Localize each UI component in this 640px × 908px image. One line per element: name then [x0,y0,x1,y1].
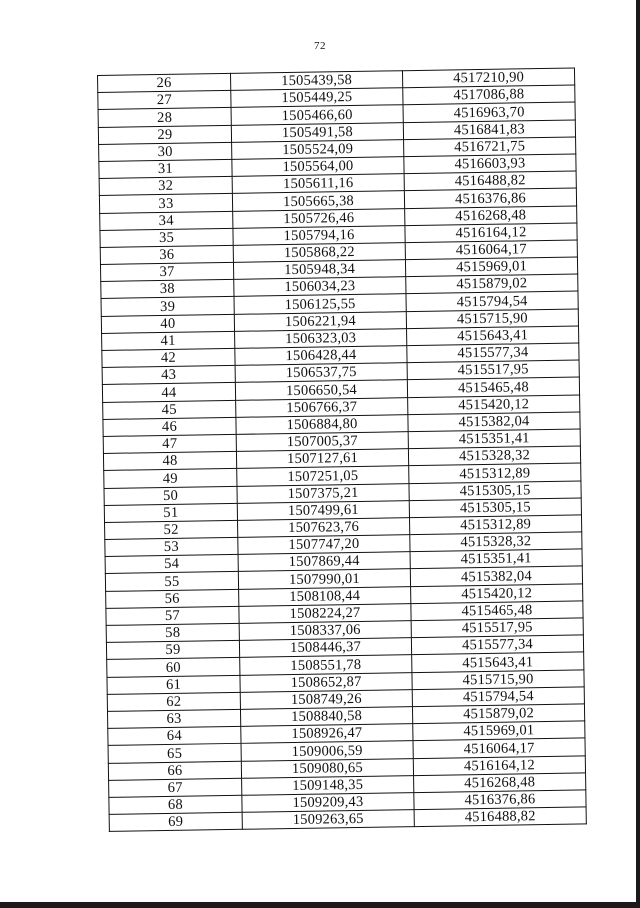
x-coordinate-cell: 1506034,23 [234,277,406,297]
scan-edge-right [636,0,640,908]
x-coordinate-cell: 1505794,16 [233,225,405,245]
y-coordinate-cell: 4515715,90 [412,669,584,689]
x-coordinate-cell: 1505868,22 [233,243,405,263]
x-coordinate-cell: 1505466,60 [231,105,403,125]
point-number-cell: 46 [103,417,236,436]
point-number-cell: 44 [102,383,235,402]
point-number-cell: 31 [99,159,232,178]
x-coordinate-cell: 1509209,43 [242,792,414,812]
y-coordinate-cell: 4516376,86 [414,790,586,810]
y-coordinate-cell: 4517210,90 [402,68,574,88]
y-coordinate-cell: 4515420,12 [408,395,580,415]
x-coordinate-cell: 1506650,54 [235,380,407,400]
x-coordinate-cell: 1506221,94 [234,311,406,331]
page-number: 72 [314,40,326,52]
point-number-cell: 58 [106,623,239,642]
point-number-cell: 33 [99,194,232,213]
y-coordinate-cell: 4515794,54 [412,687,584,707]
point-number-cell: 47 [103,434,236,453]
y-coordinate-cell: 4515577,34 [411,635,583,655]
y-coordinate-cell: 4515312,89 [409,515,581,535]
point-number-cell: 69 [109,812,242,831]
x-coordinate-cell: 1507623,76 [238,518,410,538]
point-number-cell: 64 [108,726,241,745]
point-number-cell: 54 [105,555,238,574]
point-number-cell: 65 [108,744,241,763]
x-coordinate-cell: 1509006,59 [241,741,413,761]
y-coordinate-cell: 4516488,82 [414,807,586,827]
x-coordinate-cell: 1508108,44 [239,586,411,606]
y-coordinate-cell: 4516268,48 [405,205,577,225]
y-coordinate-cell: 4515643,41 [412,652,584,672]
x-coordinate-cell: 1507251,05 [237,466,409,486]
y-coordinate-cell: 4516376,86 [404,188,576,208]
point-number-cell: 49 [104,469,237,488]
y-coordinate-cell: 4515328,32 [410,532,582,552]
point-number-cell: 59 [106,641,239,660]
y-coordinate-cell: 4515517,95 [411,618,583,638]
point-number-cell: 60 [107,658,240,677]
x-coordinate-cell: 1506537,75 [235,363,407,383]
point-number-cell: 48 [103,451,236,470]
point-number-cell: 34 [100,211,233,230]
x-coordinate-cell: 1507127,61 [236,449,408,469]
y-coordinate-cell: 4517086,88 [403,85,575,105]
y-coordinate-cell: 4515879,02 [412,704,584,724]
y-coordinate-cell: 4515351,41 [408,429,580,449]
x-coordinate-cell: 1508224,27 [239,603,411,623]
x-coordinate-cell: 1508446,37 [239,638,411,658]
x-coordinate-cell: 1507005,37 [236,432,408,452]
y-coordinate-cell: 4516064,17 [405,240,577,260]
x-coordinate-cell: 1509148,35 [242,775,414,795]
coordinates-table-body [98,68,587,832]
y-coordinate-cell: 4515517,95 [407,360,579,380]
point-number-cell: 39 [101,297,234,316]
point-number-cell: 28 [98,108,231,127]
point-number-cell: 29 [98,125,231,144]
coordinates-table [97,67,587,832]
point-number-cell: 38 [101,280,234,299]
y-coordinate-cell: 4515465,48 [411,601,583,621]
x-coordinate-cell: 1505665,38 [232,191,404,211]
point-number-cell: 63 [107,709,240,728]
x-coordinate-cell: 1508926,47 [241,724,413,744]
x-coordinate-cell: 1508652,87 [240,672,412,692]
y-coordinate-cell: 4515794,54 [406,291,578,311]
point-number-cell: 68 [109,795,242,814]
x-coordinate-cell: 1507375,21 [237,483,409,503]
point-number-cell: 30 [99,142,232,161]
point-number-cell: 26 [98,73,231,92]
x-coordinate-cell: 1505948,34 [233,260,405,280]
x-coordinate-cell: 1505524,09 [232,139,404,159]
y-coordinate-cell: 4516963,70 [403,102,575,122]
x-coordinate-cell: 1507499,61 [237,500,409,520]
point-number-cell: 55 [105,572,238,591]
x-coordinate-cell: 1508840,58 [240,707,412,727]
point-number-cell: 52 [105,520,238,539]
y-coordinate-cell: 4516721,75 [404,137,576,157]
y-coordinate-cell: 4516603,93 [404,154,576,174]
point-number-cell: 56 [106,589,239,608]
y-coordinate-cell: 4516841,83 [403,120,575,140]
x-coordinate-cell: 1509263,65 [242,810,414,830]
point-number-cell: 57 [106,606,239,625]
point-number-cell: 42 [102,348,235,367]
x-coordinate-cell: 1508337,06 [239,621,411,641]
coordinates-table-container [97,68,586,833]
x-coordinate-cell: 1508749,26 [240,689,412,709]
y-coordinate-cell: 4516488,82 [404,171,576,191]
x-coordinate-cell: 1506428,44 [235,346,407,366]
x-coordinate-cell: 1506766,37 [236,397,408,417]
y-coordinate-cell: 4515382,04 [410,566,582,586]
y-coordinate-cell: 4515382,04 [408,412,580,432]
y-coordinate-cell: 4515420,12 [411,584,583,604]
scan-edge-bottom [0,902,640,908]
y-coordinate-cell: 4515969,01 [405,257,577,277]
x-coordinate-cell: 1505491,58 [231,122,403,142]
y-coordinate-cell: 4516164,12 [413,755,585,775]
point-number-cell: 50 [104,486,237,505]
y-coordinate-cell: 4515577,34 [407,343,579,363]
y-coordinate-cell: 4515305,15 [409,480,581,500]
x-coordinate-cell: 1507747,20 [238,535,410,555]
point-number-cell: 53 [105,537,238,556]
x-coordinate-cell: 1507869,44 [238,552,410,572]
y-coordinate-cell: 4515969,01 [413,721,585,741]
x-coordinate-cell: 1509080,65 [241,758,413,778]
point-number-cell: 66 [108,761,241,780]
x-coordinate-cell: 1506125,55 [234,294,406,314]
point-number-cell: 36 [100,245,233,264]
point-number-cell: 41 [102,331,235,350]
x-coordinate-cell: 1505449,25 [231,88,403,108]
point-number-cell: 37 [100,262,233,281]
x-coordinate-cell: 1505726,46 [233,208,405,228]
x-coordinate-cell: 1506323,03 [235,328,407,348]
point-number-cell: 43 [102,366,235,385]
y-coordinate-cell: 4516268,48 [414,773,586,793]
point-number-cell: 32 [99,177,232,196]
y-coordinate-cell: 4515328,32 [408,446,580,466]
x-coordinate-cell: 1505564,00 [232,157,404,177]
y-coordinate-cell: 4515351,41 [410,549,582,569]
point-number-cell: 27 [98,91,231,110]
y-coordinate-cell: 4515715,90 [406,309,578,329]
y-coordinate-cell: 4515465,48 [407,377,579,397]
y-coordinate-cell: 4515305,15 [409,498,581,518]
point-number-cell: 62 [107,692,240,711]
point-number-cell: 51 [104,503,237,522]
y-coordinate-cell: 4516164,12 [405,223,577,243]
point-number-cell: 61 [107,675,240,694]
x-coordinate-cell: 1505611,16 [232,174,404,194]
y-coordinate-cell: 4515879,02 [406,274,578,294]
point-number-cell: 35 [100,228,233,247]
point-number-cell: 67 [109,778,242,797]
x-coordinate-cell: 1506884,80 [236,414,408,434]
y-coordinate-cell: 4515643,41 [407,326,579,346]
x-coordinate-cell: 1505439,58 [230,71,402,91]
x-coordinate-cell: 1507990,01 [238,569,410,589]
point-number-cell: 40 [101,314,234,333]
point-number-cell: 45 [103,400,236,419]
y-coordinate-cell: 4516064,17 [413,738,585,758]
y-coordinate-cell: 4515312,89 [409,463,581,483]
x-coordinate-cell: 1508551,78 [240,655,412,675]
